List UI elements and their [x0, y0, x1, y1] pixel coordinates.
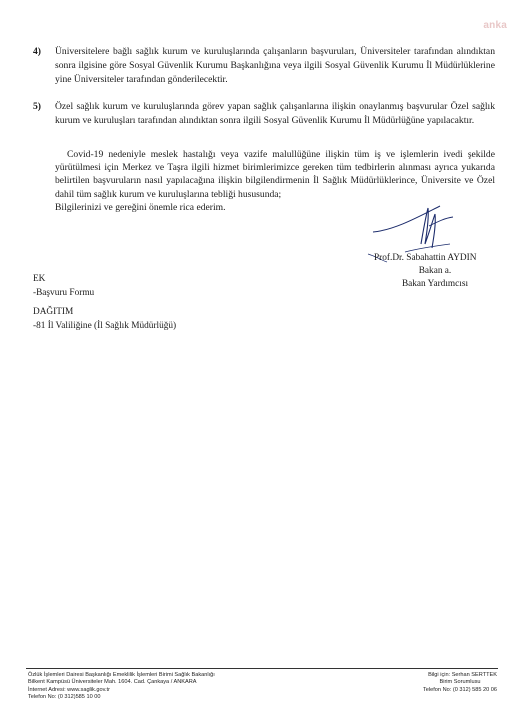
footer-phone: Telefon No: (0 312)585 10 00 — [28, 693, 101, 700]
footer-department: Özlük İşlemleri Dairesi Başkanlığı Emeklilik İşlemleri Birimi Sağlık Bakanlığı — [28, 672, 215, 678]
signatory-name: Prof.Dr. Sabahattin AYDIN — [374, 253, 477, 263]
list-item-4 — [33, 45, 495, 88]
attachment-item: -Başvuru Formu — [33, 288, 95, 298]
footer-contact — [423, 672, 497, 694]
footer-address — [28, 672, 215, 701]
list-item-number: 5) — [33, 101, 41, 112]
list-item-5 — [33, 100, 495, 128]
signature-block — [360, 252, 510, 291]
distribution-heading: DAĞITIM — [33, 307, 74, 317]
attachments-heading: EK — [33, 274, 46, 284]
main-paragraph — [55, 148, 495, 201]
footer-website: İnternet Adresi: www.saglik.gov.tr — [28, 686, 110, 693]
distribution-item: -81 İl Valiliğine (İl Sağlık Müdürlüğü) — [33, 321, 177, 331]
footer-divider — [26, 668, 498, 669]
distribution-section — [33, 305, 176, 333]
list-item-text: Özel sağlık kurum ve kuruluşlarında görev yapan sağlık çalışanlarına ilişkin onaylanmış başvurular Özel sağlık kurum ve kuruluşları tarafından alındıktan sonra ilgili Sosyal Güvenlik Kurumu İl Müdürlüğüne yapılacaktır. — [55, 101, 495, 127]
footer-contact-role: Birim Sorumlusu — [439, 679, 481, 686]
list-item-number: 4) — [33, 46, 41, 57]
footer-street: Bilkent Kampüsü Üniversiteler Mah. 1604. Cad. Çankaya / ANKARA — [28, 679, 197, 686]
signatory-title-2: Bakan Yardımcısı — [401, 279, 469, 289]
list-item-text: Üniversitelere bağlı sağlık kurum ve kuruluşlarında çalışanların başvuruları, Üniversiteler tarafından alındıktan sonra ilgisine göre Sosyal Güvenlik Kurumu Başkanlığına veya ilgili Sosyal Güvenlik Kurumu İl Müdürlüklerine yine Üniversiteler tarafından gönderilecektir. — [55, 46, 495, 86]
attachments-section — [33, 272, 94, 300]
closing-line: Bilgilerinizi ve gereğini önemle rica ederim. — [55, 202, 226, 213]
watermark: anka — [483, 20, 507, 31]
footer-contact-phone: Telefon No: (0 312) 585 20 06 — [422, 686, 497, 693]
signatory-title-1: Bakan a. — [418, 266, 452, 276]
footer-contact-person: Bilgi için: Serhan SERTTEK — [428, 672, 497, 678]
main-paragraph-text: Covid-19 nedeniyle meslek hastalığı veya vazife malullüğüne ilişkin tüm iş ve işlemlerin ivedi şekilde yürütülmesi için Merkez ve Taşra ilgili hizmet birimlerimizce gereken tüm tedbirlerin alınması ayrıca yukarıda belirtilen başvuruların nasıl yapılacağına ilişkin bilgilendirmenin İl Sağlık Müdürlüklerince, Üniversite ve Özel dahil tüm sağlık kurum ve kuruluşlarına tebliği hususunda; — [55, 149, 495, 200]
